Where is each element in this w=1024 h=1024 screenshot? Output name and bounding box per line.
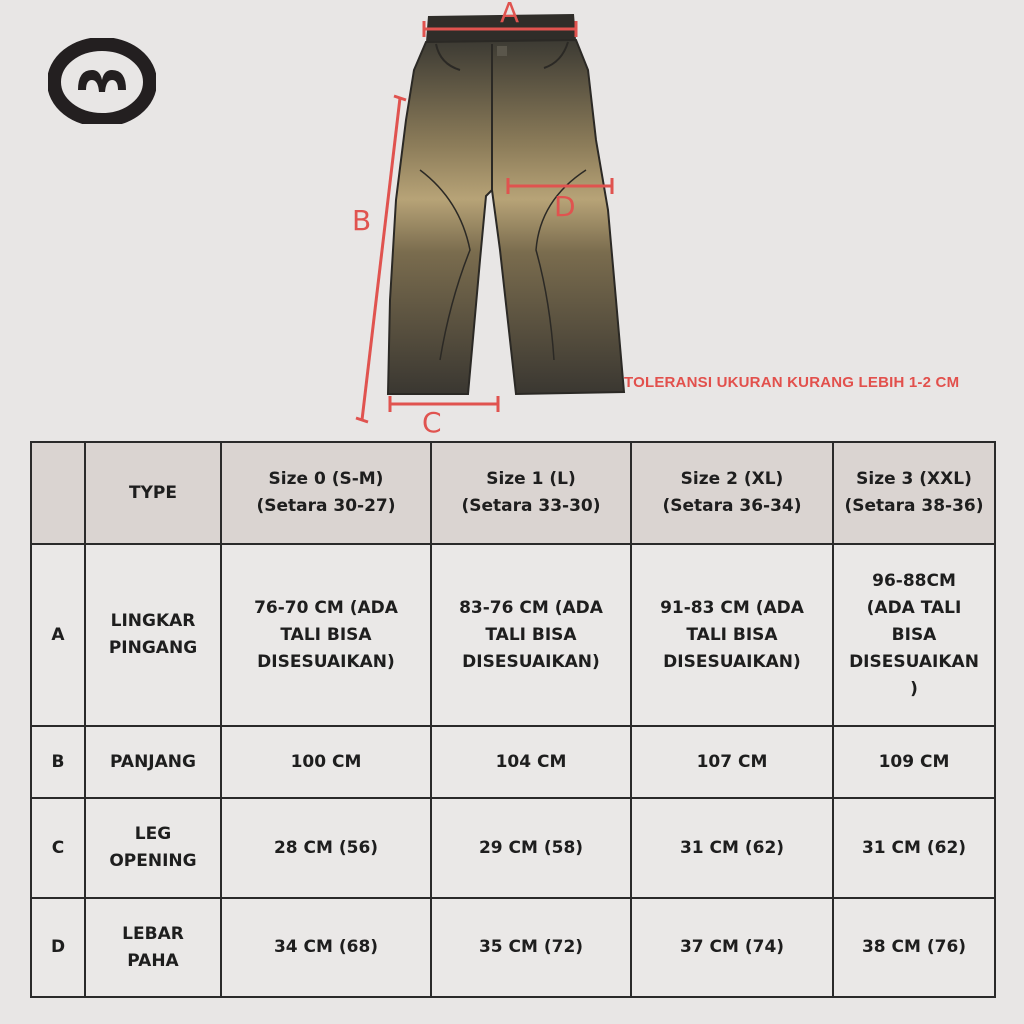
row-type: LINGKAR PINGANG	[85, 544, 221, 726]
row-type: LEG OPENING	[85, 798, 221, 898]
row-value: 35 CM (72)	[431, 898, 631, 997]
row-value: 100 CM	[221, 726, 431, 798]
row-value: 37 CM (74)	[631, 898, 833, 997]
header-size-3: Size 3 (XXL) (Setara 38-36)	[833, 442, 995, 544]
row-value: 107 CM	[631, 726, 833, 798]
row-type: PANJANG	[85, 726, 221, 798]
row-value: 96-88CM (ADA TALI BISA DISESUAIKAN )	[833, 544, 995, 726]
jeans-illustration	[340, 0, 640, 440]
table-row	[31, 726, 995, 798]
row-value: 38 CM (76)	[833, 898, 995, 997]
row-code: C	[31, 798, 85, 898]
header-size-1: Size 1 (L) (Setara 33-30)	[431, 442, 631, 544]
tolerance-note: TOLERANSI UKURAN KURANG LEBIH 1-2 CM	[624, 374, 960, 391]
table-header-row	[31, 442, 995, 544]
table-row	[31, 898, 995, 997]
dimension-label-d: D	[554, 190, 576, 223]
header-size-0: Size 0 (S-M) (Setara 30-27)	[221, 442, 431, 544]
table-row	[31, 798, 995, 898]
row-value: 29 CM (58)	[431, 798, 631, 898]
row-value: 104 CM	[431, 726, 631, 798]
row-value: 83-76 CM (ADA TALI BISA DISESUAIKAN)	[431, 544, 631, 726]
row-value: 28 CM (56)	[221, 798, 431, 898]
header-size-2: Size 2 (XL) (Setara 36-34)	[631, 442, 833, 544]
row-value: 76-70 CM (ADA TALI BISA DISESUAIKAN)	[221, 544, 431, 726]
row-value: 109 CM	[833, 726, 995, 798]
header-type: TYPE	[85, 442, 221, 544]
brand-logo-icon	[48, 38, 156, 124]
row-code: B	[31, 726, 85, 798]
row-value: 31 CM (62)	[631, 798, 833, 898]
row-code: A	[31, 544, 85, 726]
jeans-measurement-figure	[340, 0, 640, 440]
dimension-label-b: B	[352, 204, 372, 237]
size-chart-table	[30, 441, 996, 998]
row-value: 91-83 CM (ADA TALI BISA DISESUAIKAN)	[631, 544, 833, 726]
row-value: 31 CM (62)	[833, 798, 995, 898]
dimension-label-a: A	[500, 0, 520, 29]
row-type: LEBAR PAHA	[85, 898, 221, 997]
row-code: D	[31, 898, 85, 997]
table-row	[31, 544, 995, 726]
dimension-label-c: C	[422, 406, 442, 439]
row-value: 34 CM (68)	[221, 898, 431, 997]
header-empty-cell	[31, 442, 85, 544]
